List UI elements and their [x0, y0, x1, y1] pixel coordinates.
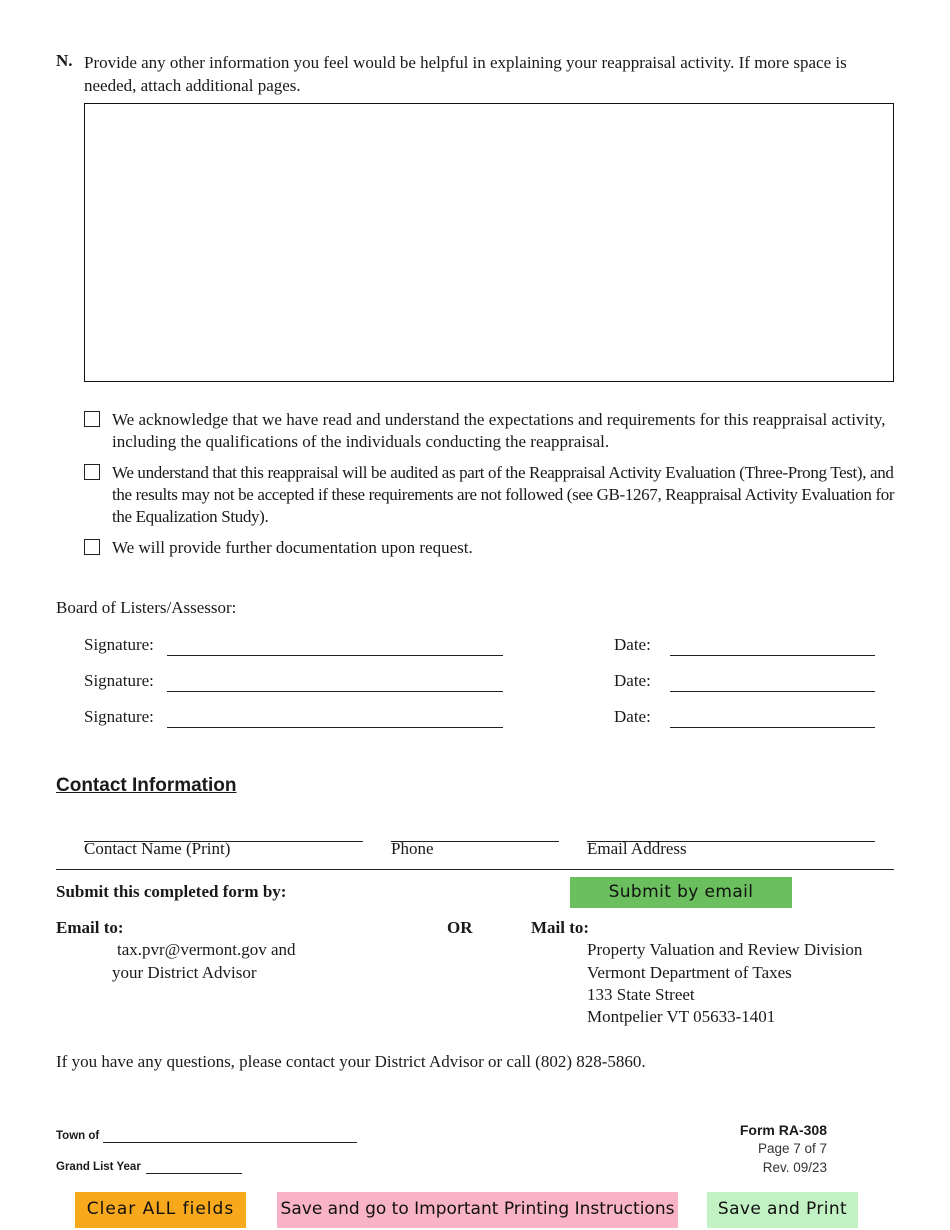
documentation-checkbox[interactable] — [84, 539, 100, 555]
grand-list-year-label: Grand List Year — [56, 1161, 141, 1173]
email-address: tax.pvr@vermont.gov and — [117, 940, 296, 959]
signature-label: Signature: — [84, 671, 154, 690]
board-label: Board of Listers/Assessor: — [56, 598, 237, 617]
question-letter: N. — [56, 51, 73, 70]
date-field[interactable] — [670, 727, 875, 728]
date-label: Date: — [614, 635, 651, 654]
or-label: OR — [447, 918, 473, 937]
mail-address-line: Montpelier VT 05633-1401 — [587, 1007, 776, 1026]
additional-info-textarea[interactable] — [84, 103, 894, 382]
contact-heading: Contact Information — [56, 775, 237, 796]
submit-by-email-button[interactable]: Submit by email — [570, 877, 792, 908]
audit-checkbox[interactable] — [84, 464, 100, 480]
page-number: Page 7 of 7 — [757, 1141, 827, 1156]
email-label: Email Address — [587, 839, 687, 858]
signature-field[interactable] — [167, 727, 503, 728]
grand-list-year-field[interactable] — [146, 1173, 242, 1174]
revision-date: Rev. 09/23 — [762, 1160, 827, 1175]
questions-text: If you have any questions, please contact your District Advisor or call (802) 828-5860. — [56, 1052, 646, 1071]
signature-field[interactable] — [167, 655, 503, 656]
clear-all-fields-button[interactable]: Clear ALL fields — [75, 1192, 246, 1228]
town-field[interactable] — [103, 1142, 357, 1143]
signature-field[interactable] — [167, 691, 503, 692]
date-label: Date: — [614, 671, 651, 690]
mail-address-line: Vermont Department of Taxes — [587, 963, 792, 982]
acknowledgement-text: We acknowledge that we have read and understand the expectations and requirements for this reappraisal activity, including the qualifications of the individuals conducting the reappraisal. — [112, 410, 886, 451]
email-advisor: your District Advisor — [112, 963, 257, 982]
save-and-go-to-instructions-button[interactable]: Save and go to Important Printing Instructions — [277, 1192, 678, 1228]
divider — [56, 869, 894, 870]
form-id: Form RA-308 — [739, 1122, 827, 1138]
town-label: Town of — [56, 1130, 100, 1142]
mail-to-label: Mail to: — [531, 918, 590, 937]
mail-address-line: Property Valuation and Review Division — [587, 940, 863, 959]
acknowledge-checkbox[interactable] — [84, 411, 100, 427]
email-to-label: Email to: — [56, 918, 124, 937]
phone-label: Phone — [391, 839, 434, 858]
acknowledgement-text: We will provide further documentation upon request. — [112, 538, 473, 557]
date-field[interactable] — [670, 655, 875, 656]
signature-label: Signature: — [84, 635, 154, 654]
acknowledgement-text: We understand that this reappraisal will be audited as part of the Reappraisal Activity Evaluation (Three-Prong Test), and the results may not be accepted if these requirements are not followed (see GB-1267, Reappraisal Activity Evaluation for the Equalization Study). — [112, 463, 895, 526]
save-and-print-button[interactable]: Save and Print — [707, 1192, 858, 1228]
date-field[interactable] — [670, 691, 875, 692]
contact-name-label: Contact Name (Print) — [84, 839, 231, 858]
submit-heading: Submit this completed form by: — [56, 882, 287, 901]
mail-address-line: 133 State Street — [587, 985, 695, 1004]
question-text: Provide any other information you feel would be helpful in explaining your reappraisal activity. If more space is needed, attach additional pages. — [84, 53, 847, 95]
date-label: Date: — [614, 707, 651, 726]
signature-label: Signature: — [84, 707, 154, 726]
